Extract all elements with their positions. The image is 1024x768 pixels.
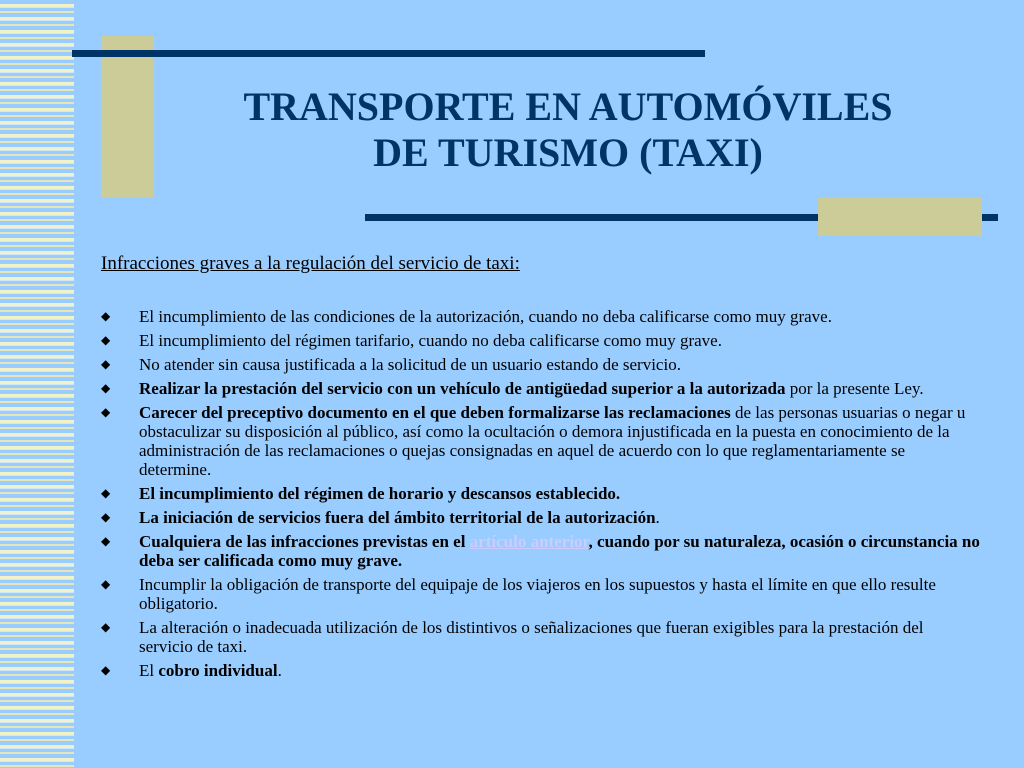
item-bold-text: El incumplimiento del régimen de horario y descansos establecido. [139, 484, 621, 503]
diamond-bullet-icon: ◆ [101, 357, 111, 371]
slide-title-line-1: TRANSPORTE EN AUTOMÓVILES [243, 84, 893, 129]
title-rule-top [72, 50, 705, 57]
articulo-anterior-link[interactable]: artículo anterior [469, 532, 589, 551]
list-item [101, 508, 981, 527]
list-item [101, 575, 981, 613]
accent-block-bottom [818, 198, 982, 236]
item-text: . [277, 661, 282, 680]
list-item [101, 618, 981, 656]
item-bold-text: La iniciación de servicios fuera del ámbito territorial de la autorización [139, 508, 656, 527]
diamond-bullet-icon: ◆ [101, 620, 111, 634]
item-text: La alteración o inadecuada utilización de los distintivos o señalizaciones que fueran exigibles para la prestación del servicio de taxi. [139, 618, 924, 656]
diamond-bullet-icon: ◆ [101, 534, 111, 548]
list-item [101, 532, 981, 570]
item-bold-text: Cualquiera de las infracciones previstas en el [139, 532, 470, 551]
list-item [101, 661, 981, 680]
diamond-bullet-icon: ◆ [101, 486, 111, 500]
item-text: de las personas usuarias o negar u obstaculizar su disposición al público, así como la ocultación o demora injustificada en la puesta en conocimiento de la administración de las reclamaciones o quejas consignadas en aquel de acuerdo con lo que reglamentariamente se determine. [139, 403, 966, 479]
section-subtitle: Infracciones graves a la regulación del servicio de taxi: [101, 253, 520, 274]
slide-title [160, 84, 976, 176]
item-bold-text: Realizar la prestación del servicio con un vehículo de antigüedad superior a la autorizada [139, 379, 786, 398]
list-item [101, 307, 981, 326]
diamond-bullet-icon: ◆ [101, 381, 111, 395]
diamond-bullet-icon: ◆ [101, 405, 111, 419]
diamond-bullet-icon: ◆ [101, 333, 111, 347]
infractions-list [101, 307, 981, 685]
list-item [101, 331, 981, 350]
decorative-stripes [0, 0, 74, 768]
list-item [101, 355, 981, 374]
item-text: . [655, 508, 660, 527]
item-text: El incumplimiento de las condiciones de la autorización, cuando no deba calificarse como muy grave. [139, 307, 832, 326]
accent-block-top [101, 36, 154, 198]
item-text: El [139, 661, 159, 680]
list-item [101, 379, 981, 398]
item-bold-text: cobro individual [158, 661, 278, 680]
diamond-bullet-icon: ◆ [101, 577, 111, 591]
item-text: Incumplir la obligación de transporte del equipaje de los viajeros en los supuestos y hasta el límite en que ello resulte obligatorio. [139, 575, 936, 613]
slide-title-line-2: DE TURISMO (TAXI) [373, 130, 763, 175]
item-text: por la presente Ley. [785, 379, 924, 398]
item-text: No atender sin causa justificada a la solicitud de un usuario estando de servicio. [139, 355, 681, 374]
item-bold-text: , cuando por su naturaleza, ocasión o circunstancia no deba ser calificada como muy grave. [139, 532, 980, 570]
diamond-bullet-icon: ◆ [101, 510, 111, 524]
item-text: El incumplimiento del régimen tarifario, cuando no deba calificarse como muy grave. [139, 331, 722, 350]
diamond-bullet-icon: ◆ [101, 663, 111, 677]
list-item [101, 484, 981, 503]
list-item [101, 403, 981, 479]
diamond-bullet-icon: ◆ [101, 309, 111, 323]
item-bold-text: Carecer del preceptivo documento en el que deben formalizarse las reclamaciones [139, 403, 731, 422]
